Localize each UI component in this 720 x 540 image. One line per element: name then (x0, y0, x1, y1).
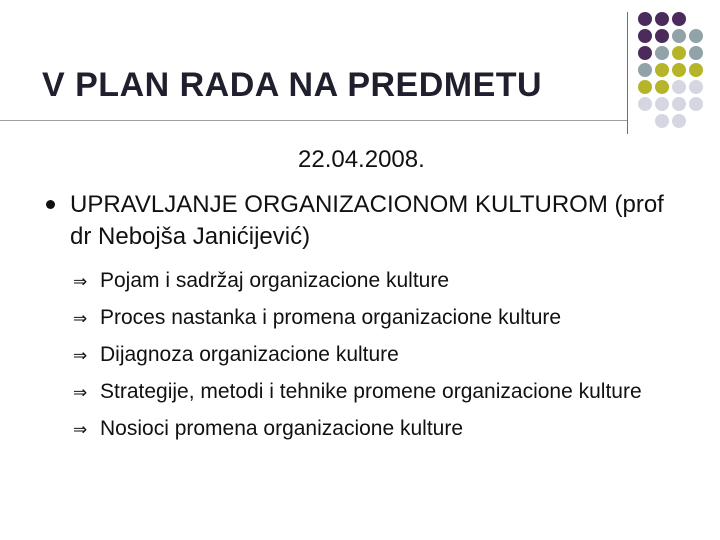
decorative-dot (638, 46, 652, 60)
decorative-dot (655, 114, 669, 128)
decorative-dot (638, 29, 652, 43)
decorative-dot (672, 46, 686, 60)
decorative-dot (655, 97, 669, 111)
decorative-dot (655, 12, 669, 26)
vertical-divider (627, 12, 628, 134)
decorative-dot (689, 46, 703, 60)
decorative-dot (655, 80, 669, 94)
decorative-dot (655, 63, 669, 77)
list-item (73, 266, 693, 296)
list-item-text: Proces nastanka i promena organizacione kulture (100, 306, 562, 329)
list-item-text: Nosioci promena organizacione kulture (100, 417, 464, 440)
list-item (73, 377, 693, 407)
decorative-dot (672, 114, 686, 128)
main-bullet-text: UPRAVLJANJE ORGANIZACIONOM KULTUROM (prof dr Nebojša Janićijević) (70, 191, 664, 250)
list-item (73, 303, 693, 333)
double-arrow-icon: ⇒ (73, 383, 88, 403)
main-bullet-icon (46, 200, 55, 209)
date-label: 22.04.2008. (298, 146, 425, 173)
decorative-dot (672, 63, 686, 77)
double-arrow-icon: ⇒ (73, 346, 88, 366)
dot-grid-icon (638, 12, 718, 122)
double-arrow-icon: ⇒ (73, 420, 88, 440)
title-divider (0, 120, 628, 121)
list-item-text: Strategije, metodi i tehnike promene organizacione kulture (100, 380, 642, 403)
decorative-dot (672, 29, 686, 43)
decorative-dot (672, 97, 686, 111)
decorative-dot (638, 97, 652, 111)
decorative-dot (638, 63, 652, 77)
decorative-dot (672, 80, 686, 94)
list-item (73, 414, 693, 444)
list-item-text: Dijagnoza organizacione kulture (100, 343, 399, 366)
decorative-dot (672, 12, 686, 26)
decorative-dot (689, 63, 703, 77)
double-arrow-icon: ⇒ (73, 272, 88, 292)
decorative-dot (689, 80, 703, 94)
list-item-text: Pojam i sadržaj organizacione kulture (100, 269, 450, 292)
double-arrow-icon: ⇒ (73, 309, 88, 329)
decorative-dot (689, 29, 703, 43)
slide-title: V PLAN RADA NA PREDMETU (42, 66, 543, 104)
decorative-dot (655, 46, 669, 60)
decorative-dot (655, 29, 669, 43)
decorative-dot (638, 12, 652, 26)
sub-bullet-list (73, 266, 693, 451)
decorative-dot (689, 97, 703, 111)
list-item (73, 340, 693, 370)
decorative-dot (638, 80, 652, 94)
